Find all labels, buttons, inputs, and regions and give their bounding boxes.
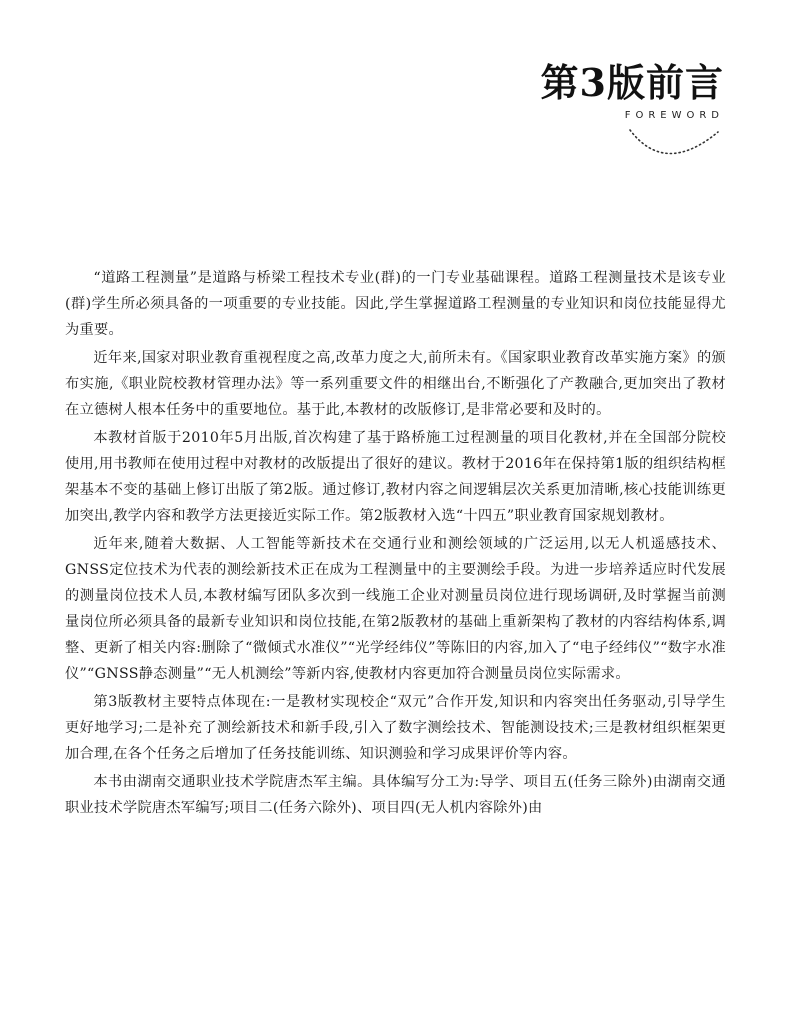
paragraph-authors: 本书由湖南交通职业技术学院唐杰军主编。具体编写分工为:导学、项目五(任务三除外)由湖南交通职业技术学院唐杰军编写;项目二(任务六除外)、项目四(无人机内容除外)由 (65, 774, 726, 816)
page-title: 第3版前言 (540, 60, 724, 105)
paragraph-intro: “道路工程测量”是道路与桥梁工程技术专业(群)的一门专业基础课程。道路工程测量技术是该专业(群)学生所必须具备的一项重要的专业技能。因此,学生掌握道路工程测量的专业知识和岗位技能显得尤为重要。 (65, 270, 726, 338)
dotted-arc-decoration (610, 118, 730, 168)
body-text (65, 265, 726, 821)
paragraph-new-tech: 近年来,随着大数据、人工智能等新技术在交通行业和测绘领域的广泛运用,以无人机遥感技术、GNSS定位技术为代表的测绘新技术正在成为工程测量中的主要测绘手段。为进一步培养适应时代发展的测量岗位技术人员,本教材编写团队多次到一线施工企业对测量员岗位进行现场调研,及时掌握当前测量岗位所必须具备的最新专业知识和岗位技能,在第2版教材的基础上重新架构了教材的内容结构体系,调整、更新了相关内容:删除了“微倾式水准仪”“光学经纬仪”等陈旧的内容,加入了“电子经纬仪”“数字水准仪”“GNSS静态测量”“无人机测绘”等新内容,使教材内容更加符合测量员岗位实际需求。 (65, 536, 726, 682)
paragraph-policy: 近年来,国家对职业教育重视程度之高,改革力度之大,前所未有。《国家职业教育改革实施方案》的颁布实施,《职业院校教材管理办法》等一系列重要文件的相继出台,不断强化了产教融合,更加突出了教材在立德树人根本任务中的重要地位。基于此,本教材的改版修订,是非常必要和及时的。 (65, 350, 726, 418)
paragraph-features: 第3版教材主要特点体现在:一是教材实现校企“双元”合作开发,知识和内容突出任务驱动,引导学生更好地学习;二是补充了测绘新技术和新手段,引入了数字测绘技术、智能测设技术;三是教材组织框架更加合理,在各个任务之后增加了任务技能训练、知识测验和学习成果评价等内容。 (65, 694, 726, 762)
paragraph-history: 本教材首版于2010年5月出版,首次构建了基于路桥施工过程测量的项目化教材,并在全国部分院校使用,用书教师在使用过程中对教材的改版提出了很好的建议。教材于2016年在保持第1版的组织结构框架基本不变的基础上修订出版了第2版。通过修订,教材内容之间逻辑层次关系更加清晰,核心技能训练更加突出,教学内容和教学方法更接近实际工作。第2版教材入选“十四五”职业教育国家规划教材。 (65, 430, 726, 524)
page-subtitle: FOREWORD (624, 110, 724, 121)
